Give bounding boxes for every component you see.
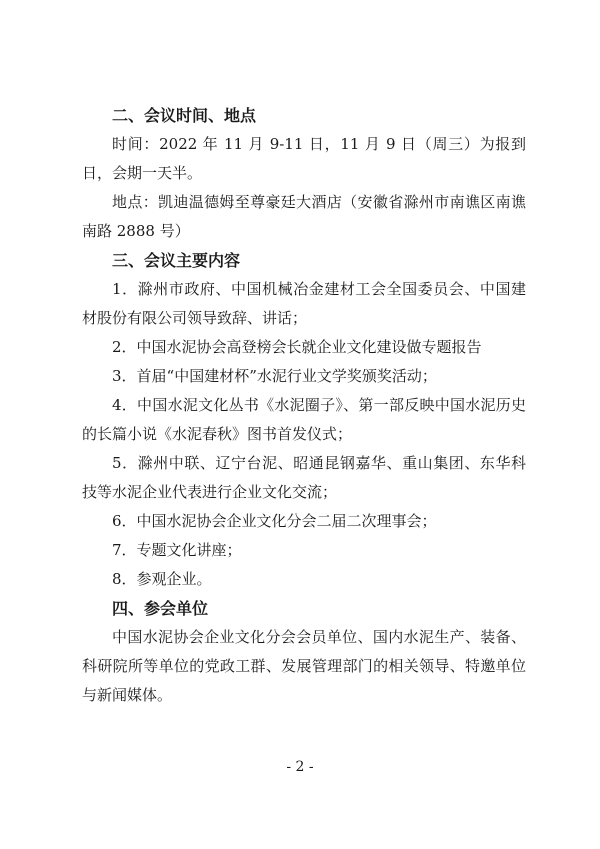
paragraph-participants: 中国水泥协会企业文化分会会员单位、国内水泥生产、装备、科研院所等单位的党政工群、发展管理部门的相关领导、特邀单位与新闻媒体。 <box>82 628 526 704</box>
document-body <box>82 101 526 710</box>
agenda-item-6: 6．中国水泥协会企业文化分会二届二次理事会； <box>112 512 437 530</box>
agenda-item-8: 8．参观企业。 <box>112 570 212 588</box>
section-heading-main-content: 三、会议主要内容 <box>112 251 241 270</box>
agenda-item-4: 4．中国水泥文化丛书《水泥圈子》、第一部反映中国水泥历史的长篇小说《水泥春秋》图书首发仪式； <box>82 396 526 443</box>
page-number: - 2 - <box>286 759 314 775</box>
agenda-item-5: 5．滁州中联、辽宁台泥、昭通昆钢嘉华、重山集团、东华科技等水泥企业代表进行企业文化交流； <box>82 454 526 501</box>
section-heading-participants: 四、参会单位 <box>112 599 209 618</box>
agenda-item-2: 2．中国水泥协会高登榜会长就企业文化建设做专题报告 <box>112 338 482 356</box>
agenda-item-7: 7．专题文化讲座； <box>112 541 242 559</box>
paragraph-meeting-time: 时间：2022 年 11 月 9-11 日，11 月 9 日（周三）为报到日，会期一天半。 <box>82 135 526 182</box>
paragraph-meeting-location: 地点：凯迪温德姆至尊豪廷大酒店（安徽省滁州市南谯区南谯南路 2888 号） <box>82 193 526 240</box>
agenda-item-3: 3．首届“中国建材杯”水泥行业文学奖颁奖活动； <box>112 367 437 385</box>
agenda-item-1: 1．滁州市政府、中国机械冶金建材工会全国委员会、中国建材股份有限公司领导致辞、讲话； <box>82 280 526 327</box>
section-heading-time-location: 二、会议时间、地点 <box>112 106 257 125</box>
